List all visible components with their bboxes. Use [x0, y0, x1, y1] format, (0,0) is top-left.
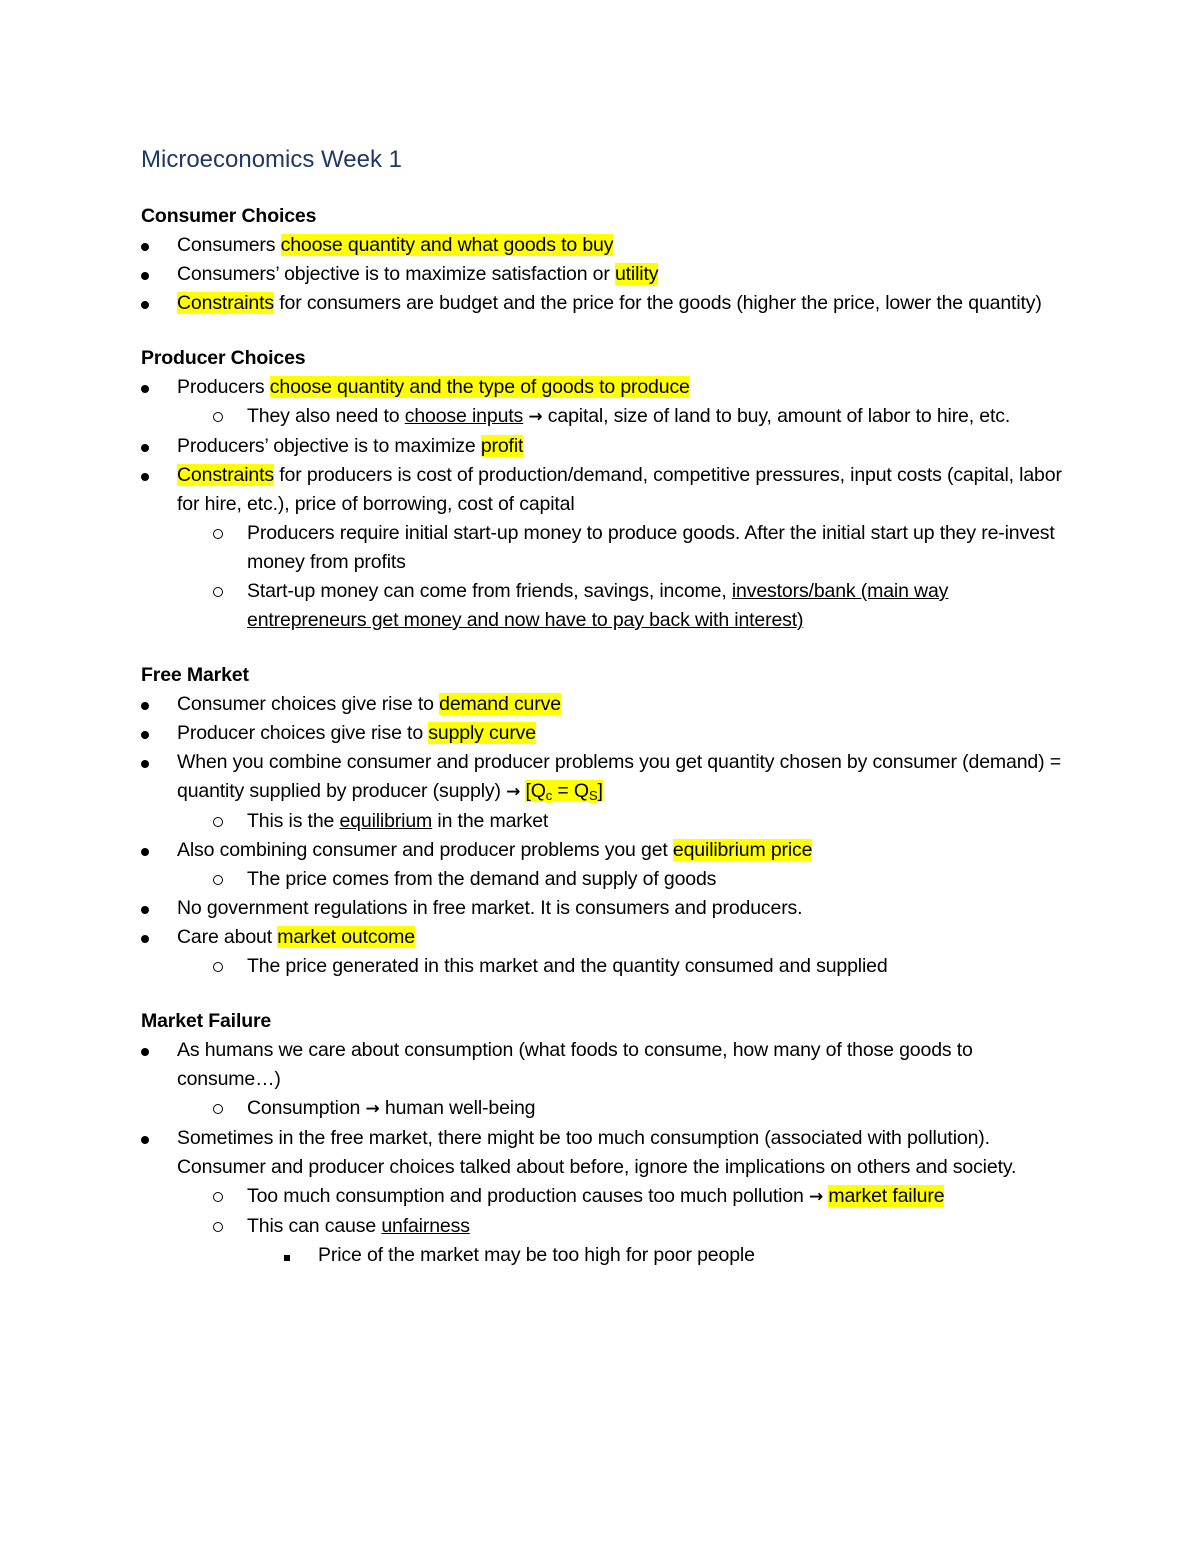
list-item: [141, 690, 1071, 719]
list-item: [141, 894, 1071, 923]
text-run: capital, size of land to buy, amount of labor to hire, etc.: [542, 405, 1011, 427]
list-item: [141, 1036, 1071, 1094]
bullet-list: [141, 690, 1071, 981]
arrow-right-icon: →: [528, 407, 543, 427]
highlighted-text: = Q: [552, 780, 589, 802]
bullet-dot-icon: [141, 260, 161, 289]
bullet-dot-icon: [141, 690, 161, 719]
underlined-text: choose inputs: [404, 405, 524, 427]
section-heading: Producer Choices: [141, 347, 306, 369]
list-item: [141, 1212, 1071, 1241]
section-heading: Free Market: [141, 664, 249, 686]
arrow-right-icon: →: [506, 782, 521, 802]
list-item: [141, 289, 1071, 318]
list-item: [141, 748, 1071, 807]
text-run: Price of the market may be too high for poor people: [318, 1244, 755, 1266]
list-item: [141, 923, 1071, 952]
bullet-circle-icon: [213, 1094, 233, 1123]
text-run: No government regulations in free market. It is consumers and producers.: [177, 897, 803, 919]
list-item: [141, 577, 1071, 635]
bullet-dot-icon: [141, 923, 161, 952]
text-run: Care about: [177, 926, 278, 948]
list-item: [141, 1094, 1071, 1124]
bullet-dot-icon: [141, 432, 161, 461]
bullet-circle-icon: [213, 865, 233, 894]
bullet-list: [141, 231, 1071, 318]
text-run: When you combine consumer and producer problems you get quantity chosen by consumer (demand) = quantity supplied by producer (supply): [177, 751, 1061, 802]
bullet-circle-icon: [213, 952, 233, 981]
highlighted-text: profit: [480, 435, 524, 457]
text-run: This can cause: [247, 1215, 382, 1237]
bullet-circle-icon: [213, 1212, 233, 1241]
list-item: [141, 952, 1071, 981]
bullet-dot-icon: [141, 1124, 161, 1153]
text-run: As humans we care about consumption (what foods to consume, how many of those goods to consume…): [177, 1039, 973, 1090]
list-item: [141, 402, 1071, 432]
highlighted-text: ]: [597, 780, 603, 802]
text-run: for consumers are budget and the price for the goods (higher the price, lower the quantity): [273, 292, 1042, 314]
list-item: [141, 836, 1071, 865]
highlighted-text: equilibrium price: [672, 839, 813, 861]
text-run: for producers is cost of production/demand, competitive pressures, input costs (capital, labor for hire, etc.), price of borrowing, cost of capital: [177, 464, 1062, 515]
text-run: Also combining consumer and producer problems you get: [177, 839, 673, 861]
text-run: The price generated in this market and the quantity consumed and supplied: [247, 955, 888, 977]
text-run: Start-up money can come from friends, savings, income,: [247, 580, 732, 602]
list-item: [141, 1182, 1071, 1212]
text-run: Consumers’ objective is to maximize satisfaction or: [177, 263, 615, 285]
text-run: The price comes from the demand and supply of goods: [247, 868, 717, 890]
highlighted-text: supply curve: [428, 722, 536, 744]
text-run: Consumers: [177, 234, 281, 256]
bullet-dot-icon: [141, 231, 161, 260]
list-item: [141, 1241, 1071, 1270]
highlighted-text: demand curve: [439, 693, 561, 715]
highlighted-text: utility: [614, 263, 659, 285]
bullet-dot-icon: [141, 836, 161, 865]
document-body: [141, 143, 1071, 1296]
highlighted-text: Constraints: [177, 464, 274, 486]
text-run: Producer choices give rise to: [177, 722, 429, 744]
text-run: Producers require initial start-up money to produce goods. After the initial start up they re-invest money from profits: [247, 522, 1055, 573]
text-run: Consumption: [247, 1097, 366, 1119]
highlighted-text: Constraints: [177, 292, 274, 314]
text-run: Too much consumption and production causes too much pollution: [247, 1185, 809, 1207]
sections-container: [141, 202, 1071, 1270]
list-item: [141, 807, 1071, 836]
arrow-right-icon: →: [808, 1187, 824, 1207]
list-item: [141, 373, 1071, 402]
list-item: [141, 231, 1071, 260]
bullet-circle-icon: [213, 577, 233, 606]
bullet-circle-icon: [213, 807, 233, 836]
section: [141, 661, 1071, 981]
list-item: [141, 432, 1071, 461]
bullet-circle-icon: [213, 519, 233, 548]
text-run: Sometimes in the free market, there might be too much consumption (associated with pollution). Consumer and producer choices talked about before, ignore the implications on others and society.: [177, 1127, 1017, 1178]
list-item: [141, 260, 1071, 289]
highlighted-text: market outcome: [277, 926, 415, 948]
section: [141, 1007, 1071, 1270]
text-run: They also need to: [247, 405, 405, 427]
text-run: Consumer choices give rise to: [177, 693, 440, 715]
highlighted-text: choose quantity and the type of goods to produce: [269, 376, 690, 398]
text-run: This is the: [247, 810, 340, 832]
section: [141, 344, 1071, 635]
highlighted-text: [Q: [525, 780, 546, 802]
list-item: [141, 461, 1071, 519]
section-heading: Market Failure: [141, 1010, 272, 1032]
text-run: Producers’ objective is to maximize: [177, 435, 481, 457]
bullet-dot-icon: [141, 748, 161, 777]
list-item: [141, 519, 1071, 577]
text-run: human well-being: [379, 1097, 536, 1119]
list-item: [141, 865, 1071, 894]
underlined-text: equilibrium: [339, 810, 433, 832]
underlined-text: investors/bank (main way entrepreneurs get money and now have to pay back with interest): [247, 580, 949, 631]
bullet-list: [141, 373, 1071, 635]
highlighted-text: market failure: [828, 1185, 945, 1207]
bullet-dot-icon: [141, 719, 161, 748]
bullet-circle-icon: [213, 1182, 233, 1211]
text-run: in the market: [432, 810, 549, 832]
bullet-dot-icon: [141, 289, 161, 318]
highlighted-text: choose quantity and what goods to buy: [280, 234, 614, 256]
arrow-right-icon: →: [365, 1099, 380, 1119]
bullet-dot-icon: [141, 373, 161, 402]
bullet-dot-icon: [141, 461, 161, 490]
bullet-dot-icon: [141, 1036, 161, 1065]
list-item: [141, 719, 1071, 748]
section-heading: Consumer Choices: [141, 205, 317, 227]
highlighted-text: c: [545, 788, 553, 803]
bullet-circle-icon: [213, 402, 233, 431]
bullet-list: [141, 1036, 1071, 1270]
bullet-square-icon: [284, 1241, 304, 1270]
list-item: [141, 1124, 1071, 1182]
bullet-dot-icon: [141, 894, 161, 923]
document-title: Microeconomics Week 1: [141, 146, 402, 173]
underlined-text: unfairness: [381, 1215, 470, 1237]
highlighted-text: S: [588, 788, 598, 803]
text-run: Producers: [177, 376, 270, 398]
section: [141, 202, 1071, 318]
